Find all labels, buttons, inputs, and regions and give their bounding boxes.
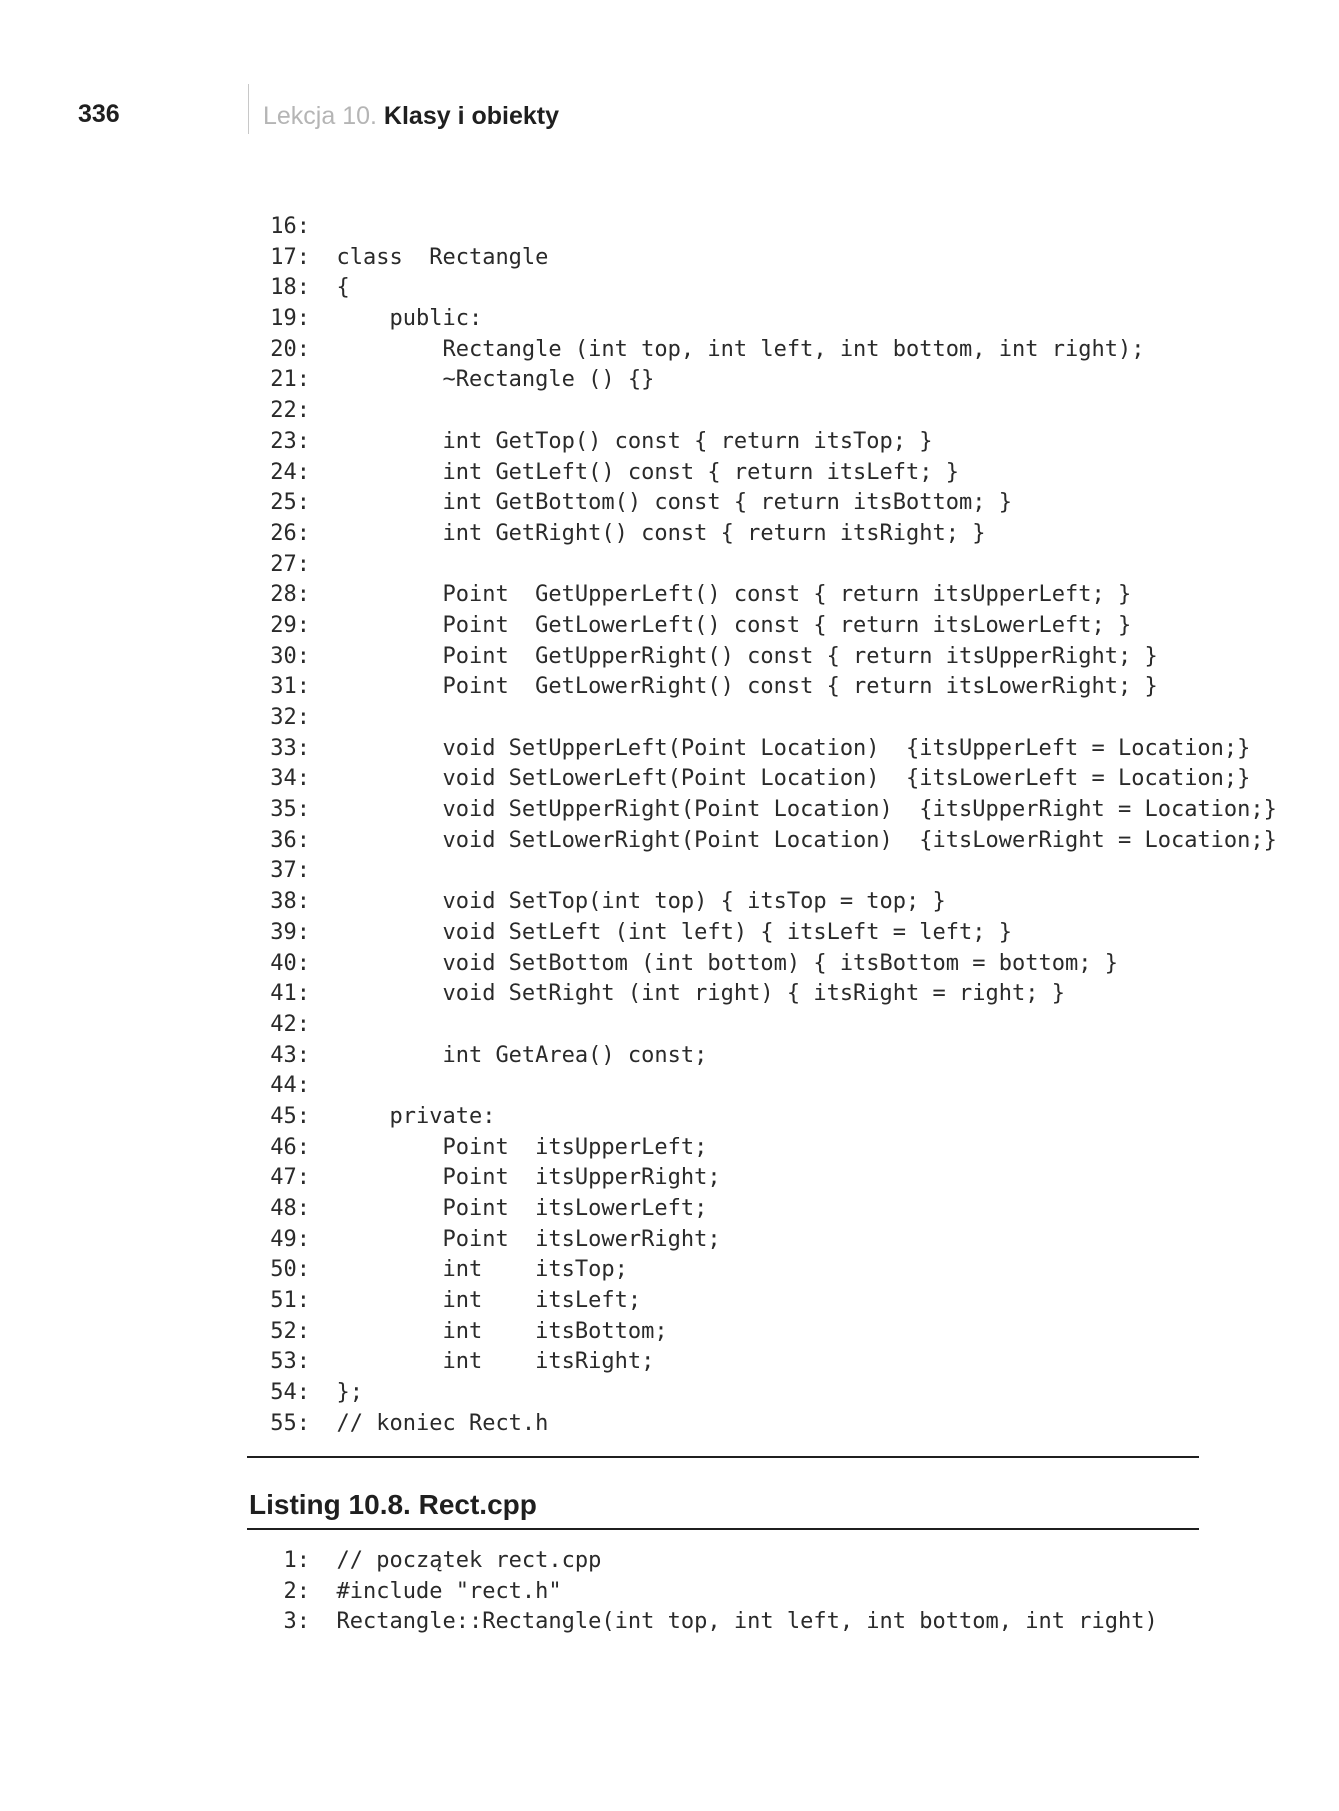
code-text: void SetLeft (int left) { itsLeft = left; } [336,919,1013,945]
line-number: 38: [270,889,310,915]
code-line [250,703,1277,734]
code-text: void SetLowerLeft(Point Location) {itsLowerLeft = Location;} [336,766,1251,792]
line-number: 48: [270,1196,310,1221]
code-line [250,1378,1277,1409]
code-text: public: [336,306,483,332]
code-listing-rect-h [250,212,1277,1440]
line-number: 52: [270,1318,310,1344]
code-text: Rectangle (int top, int left, int bottom, int right); [336,336,1145,362]
line-number: 44: [270,1073,310,1099]
line-number: 32: [270,705,310,730]
code-line [250,856,1277,887]
line-number: 30: [270,643,310,669]
code-text: // początek rect.cpp [336,1548,602,1573]
line-number: 43: [270,1042,310,1068]
code-text: void SetTop(int top) { itsTop = top; } [336,889,946,915]
line-number: 2: [283,1578,310,1604]
line-number: 19: [270,306,310,332]
code-text: int GetLeft() const { return itsLeft; } [336,459,960,485]
code-line [250,1347,1277,1378]
code-line [250,1010,1277,1041]
code-line [250,580,1277,611]
code-line [250,243,1277,274]
code-text: void SetRight (int right) { itsRight = right; } [336,981,1065,1007]
header-divider [248,84,249,134]
code-text: void SetUpperLeft(Point Location) {itsUpperLeft = Location;} [336,735,1251,761]
listing-title: Listing 10.8. Rect.cpp [249,1489,537,1520]
line-number: 47: [270,1165,310,1191]
code-text: Point GetUpperRight() const { return itsUpperRight; } [336,643,1158,669]
code-text: int itsBottom; [336,1318,668,1344]
code-line [250,1225,1277,1256]
code-text: Rectangle::Rectangle(int top, int left, int bottom, int right) [336,1609,1158,1635]
code-line [250,887,1277,918]
code-line [250,1255,1277,1286]
code-line [250,365,1277,396]
code-text: // koniec Rect.h [336,1410,549,1436]
code-text: void SetLowerRight(Point Location) {itsLowerRight = Location;} [336,827,1277,853]
line-number: 26: [270,520,310,546]
code-text: int GetBottom() const { return itsBottom; } [336,490,1013,516]
code-line [250,611,1277,642]
code-listing-rect-cpp [250,1546,1158,1638]
code-line [250,672,1277,703]
code-line [250,212,1277,243]
code-text: int itsLeft; [336,1288,642,1314]
code-text: int GetTop() const { return itsTop; } [336,428,933,454]
code-line [250,550,1277,581]
line-number: 34: [270,766,310,792]
line-number: 29: [270,612,310,638]
code-text: Point GetLowerRight() const { return itsLowerRight; } [336,674,1158,700]
code-text: }; [336,1380,363,1406]
page-number: 336 [78,100,120,128]
line-number: 50: [270,1257,310,1283]
code-text: int itsRight; [336,1349,655,1375]
line-number: 39: [270,919,310,945]
running-head [263,102,559,131]
code-line [250,427,1277,458]
line-number: 18: [270,275,310,301]
code-text: void SetUpperRight(Point Location) {itsUpperRight = Location;} [336,797,1277,823]
code-line [250,979,1277,1010]
code-line [250,734,1277,765]
code-line [250,396,1277,427]
code-text: private: [336,1103,496,1129]
line-number: 28: [270,582,310,608]
line-number: 42: [270,1011,310,1037]
line-number: 40: [270,950,310,976]
code-line [250,1102,1277,1133]
listing-end-rule [247,1456,1199,1458]
line-number: 54: [270,1380,310,1406]
line-number: 37: [270,858,310,884]
line-number: 22: [270,398,310,424]
code-line [250,918,1277,949]
line-number: 16: [270,214,310,239]
line-number: 53: [270,1349,310,1375]
code-text: Point itsUpperRight; [336,1165,721,1191]
line-number: 20: [270,336,310,362]
code-line [250,273,1277,304]
line-number: 3: [283,1609,310,1635]
code-text: Point GetLowerLeft() const { return itsLowerLeft; } [336,612,1132,638]
lesson-label: Lekcja 10. [263,102,377,130]
code-line [250,1546,1158,1577]
chapter-title: Klasy i obiekty [383,102,559,130]
code-line [250,304,1277,335]
line-number: 17: [270,244,310,270]
line-number: 33: [270,735,310,761]
code-text: Point itsLowerRight; [336,1226,721,1252]
line-number: 24: [270,459,310,485]
code-line [250,1577,1158,1608]
code-line [250,826,1277,857]
code-text: void SetBottom (int bottom) { itsBottom = bottom; } [336,950,1118,976]
line-number: 1: [283,1548,310,1573]
code-line [250,335,1277,366]
code-text: int GetRight() const { return itsRight; } [336,520,986,546]
code-line [250,488,1277,519]
code-line [250,458,1277,489]
code-text: Point GetUpperLeft() const { return itsUpperLeft; } [336,582,1132,608]
code-line [250,642,1277,673]
line-number: 23: [270,428,310,454]
code-line [250,1071,1277,1102]
code-line [250,1041,1277,1072]
code-text: { [336,275,350,301]
listing-title-rule [247,1528,1199,1530]
code-line [250,764,1277,795]
code-text: Point itsLowerLeft; [336,1196,708,1221]
line-number: 36: [270,827,310,853]
line-number: 35: [270,797,310,823]
code-text: #include "rect.h" [336,1578,562,1604]
line-number: 45: [270,1103,310,1129]
line-number: 49: [270,1226,310,1252]
line-number: 31: [270,674,310,700]
code-line [250,1286,1277,1317]
line-number: 25: [270,490,310,516]
code-line [250,1317,1277,1348]
code-line [250,1133,1277,1164]
code-line [250,1607,1158,1638]
code-line [250,519,1277,550]
code-text: class Rectangle [336,244,549,270]
line-number: 55: [270,1410,310,1436]
code-text: Point itsUpperLeft; [336,1134,708,1160]
code-line [250,795,1277,826]
code-line [250,1409,1277,1440]
line-number: 27: [270,551,310,577]
line-number: 46: [270,1134,310,1160]
code-text: int itsTop; [336,1257,628,1283]
code-line [250,949,1277,980]
code-line [250,1163,1277,1194]
code-text: ~Rectangle () {} [336,367,655,393]
line-number: 51: [270,1288,310,1314]
line-number: 41: [270,981,310,1007]
line-number: 21: [270,367,310,393]
code-line [250,1194,1277,1225]
code-text: int GetArea() const; [336,1042,708,1068]
